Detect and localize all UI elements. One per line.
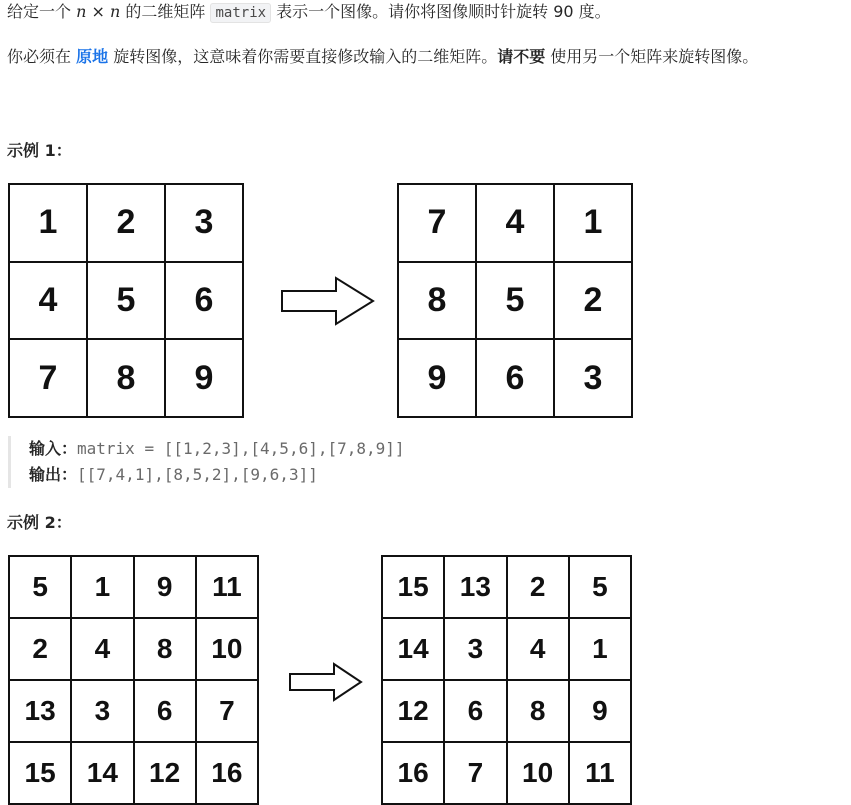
matrix-cell: 11 [197,557,259,619]
example-1-heading: 示例 1： [7,141,72,160]
inline-code-matrix: matrix [210,3,271,23]
statement-text: 表示一个图像。请你将图像顺时针旋转 90 度。 [271,2,611,21]
matrix-cell: 9 [570,681,632,743]
matrix-cell: 8 [508,681,570,743]
matrix-cell: 5 [88,263,166,341]
output-value: [[7,4,1],[8,5,2],[9,6,3]] [77,465,318,484]
matrix-cell: 4 [72,619,134,681]
in-place-highlight: 原地 [76,47,109,66]
matrix-cell: 5 [570,557,632,619]
matrix-cell: 1 [72,557,134,619]
example-2-output-matrix [381,555,632,805]
statement-text: 你必须在 [7,47,77,66]
problem-statement-line-2 [7,45,758,69]
statement-text: 给定一个 [7,2,77,21]
example-1-input-matrix [8,183,244,418]
example-1-io-block [8,436,405,488]
example-2-input-matrix [8,555,259,805]
matrix-cell: 7 [10,340,88,418]
matrix-cell: 6 [166,263,244,341]
matrix-cell: 11 [570,743,632,805]
variable-n: n [109,2,121,21]
matrix-cell: 13 [445,557,507,619]
problem-statement-line-1 [7,0,611,25]
matrix-cell: 1 [570,619,632,681]
matrix-cell: 9 [166,340,244,418]
matrix-cell: 4 [477,185,555,263]
matrix-cell: 3 [166,185,244,263]
matrix-cell: 4 [508,619,570,681]
matrix-cell: 8 [399,263,477,341]
matrix-cell: 10 [508,743,570,805]
matrix-cell: 15 [383,557,445,619]
statement-text: 旋转图像，这意味着你需要直接修改输入的二维矩阵。 [108,47,498,66]
matrix-cell: 5 [477,263,555,341]
matrix-cell: 5 [10,557,72,619]
matrix-cell: 12 [383,681,445,743]
matrix-cell: 9 [399,340,477,418]
matrix-cell: 6 [477,340,555,418]
matrix-cell: 2 [10,619,72,681]
matrix-cell: 7 [197,681,259,743]
matrix-cell: 12 [135,743,197,805]
matrix-cell: 15 [10,743,72,805]
matrix-cell: 2 [555,263,633,341]
matrix-cell: 3 [72,681,134,743]
arrow-right-icon [280,276,376,326]
matrix-cell: 6 [135,681,197,743]
matrix-cell: 6 [445,681,507,743]
statement-text: 的二维矩阵 [120,2,211,21]
matrix-cell: 1 [10,185,88,263]
matrix-cell: 16 [197,743,259,805]
matrix-cell: 1 [555,185,633,263]
matrix-cell: 3 [555,340,633,418]
matrix-cell: 8 [88,340,166,418]
matrix-cell: 8 [135,619,197,681]
input-label: 输入： [29,439,78,458]
output-label: 输出： [29,465,78,484]
arrow-right-icon [288,662,364,702]
input-value: matrix = [[1,2,3],[4,5,6],[7,8,9]] [77,439,405,458]
matrix-cell: 7 [399,185,477,263]
matrix-cell: 10 [197,619,259,681]
matrix-cell: 14 [72,743,134,805]
example-1-output-matrix [397,183,633,418]
do-not-emphasis: 请不要 [497,47,546,66]
matrix-cell: 14 [383,619,445,681]
matrix-cell: 9 [135,557,197,619]
example-2-heading: 示例 2： [7,513,72,532]
matrix-cell: 2 [508,557,570,619]
matrix-cell: 3 [445,619,507,681]
statement-text: 使用另一个矩阵来旋转图像。 [545,47,759,66]
matrix-cell: 2 [88,185,166,263]
matrix-cell: 13 [10,681,72,743]
times-symbol: × [86,2,110,21]
variable-n: n [76,2,87,21]
matrix-cell: 16 [383,743,445,805]
matrix-cell: 7 [445,743,507,805]
matrix-cell: 4 [10,263,88,341]
